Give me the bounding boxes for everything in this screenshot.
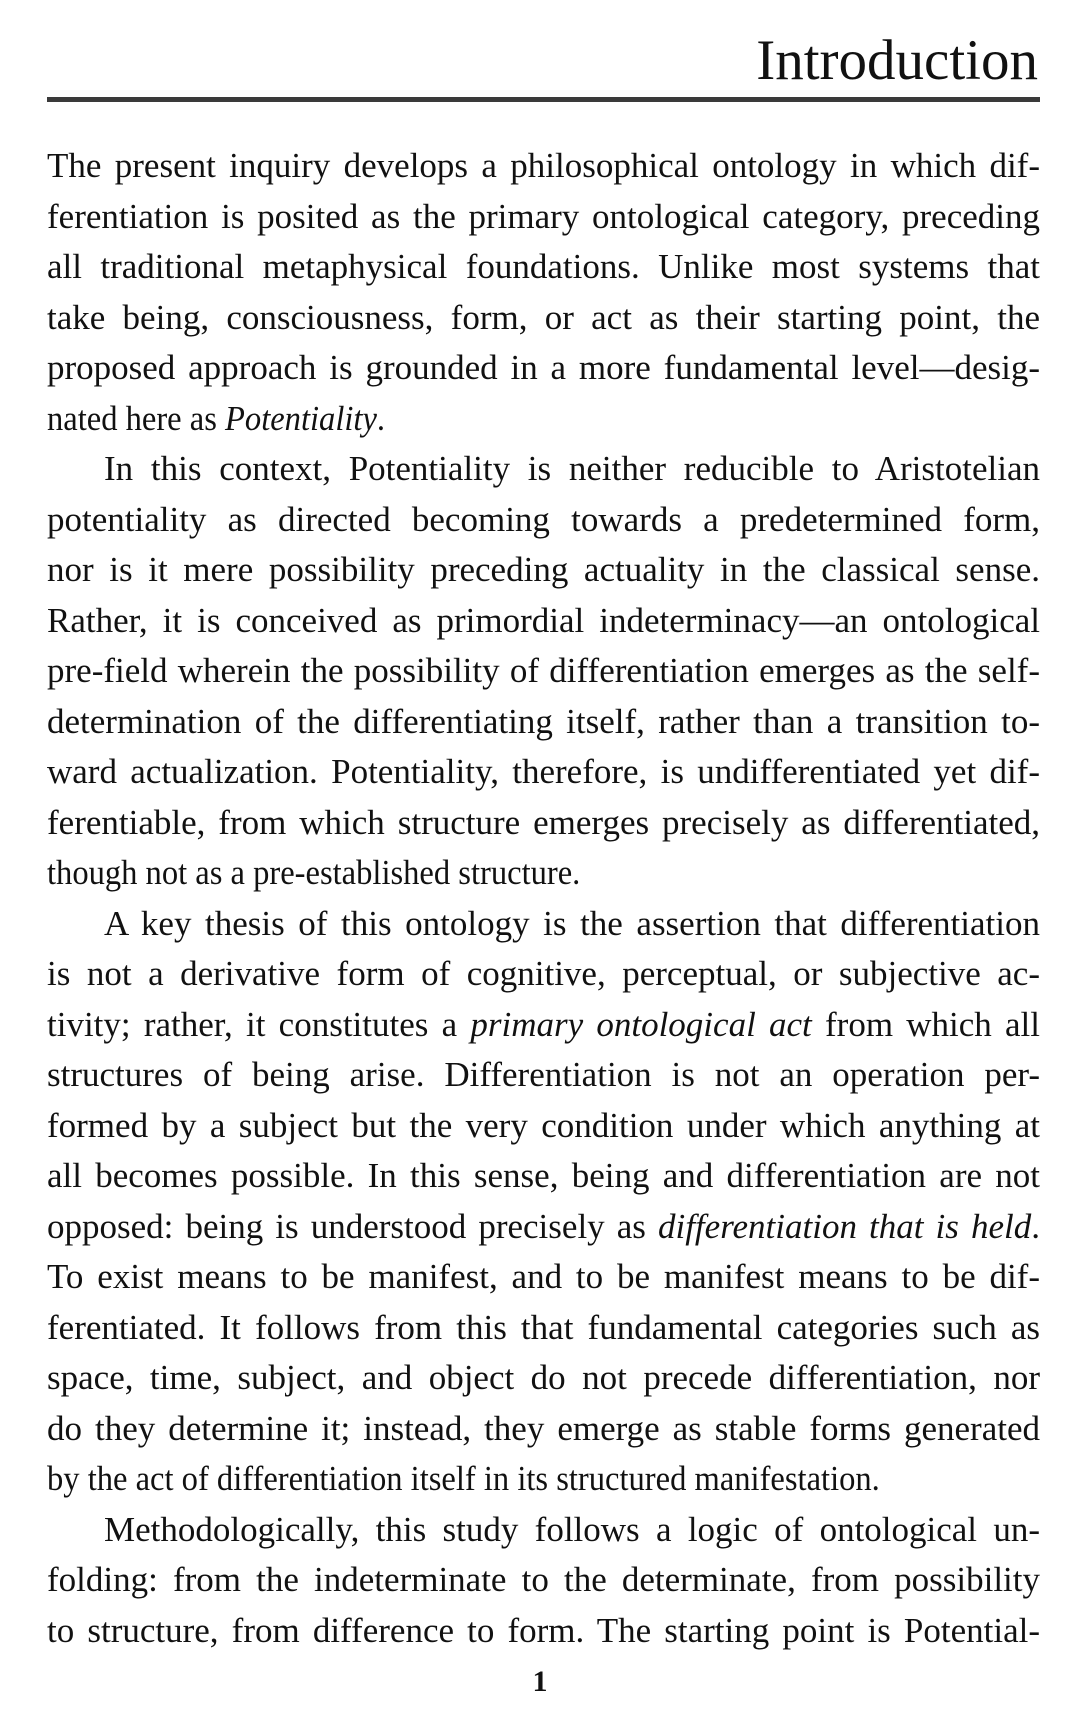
text-run: folding: from the indeterminate to the determinate, from possibility xyxy=(47,1560,1040,1599)
text-line xyxy=(47,1101,1040,1152)
text-line xyxy=(47,141,1040,192)
text-run: from which all xyxy=(811,1004,1040,1044)
text-run: ferentiable, from which structure emerges precisely as differentiated, xyxy=(47,802,1040,842)
paragraph xyxy=(47,899,1040,1505)
text-run: structures of being arise. Differentiation is not an operation per- xyxy=(47,1055,1040,1094)
text-line-content xyxy=(47,1000,1040,1051)
italic-emphasis: Potentiality xyxy=(225,398,377,438)
text-run: tivity; rather, it constitutes a xyxy=(47,1004,471,1044)
text-run: potentiality as directed becoming towards a predetermined form, xyxy=(47,499,1040,539)
text-line-content xyxy=(47,848,580,899)
text-line xyxy=(47,1000,1040,1051)
text-line-content xyxy=(47,646,1040,697)
text-run: Rather, it is conceived as primordial indeterminacy—an ontological xyxy=(47,600,1040,640)
text-run: all traditional metaphysical foundations. Unlike most systems that xyxy=(47,247,1040,286)
text-run: all becomes possible. In this sense, being and differentiation are not xyxy=(47,1156,1040,1195)
text-line-content xyxy=(47,192,1040,243)
text-run: In this context, Potentiality is neither reducible to Aristotelian xyxy=(104,449,1040,488)
text-line-content xyxy=(47,1303,1040,1354)
text-line xyxy=(47,242,1040,293)
text-run: ferentiated. It follows from this that fundamental categories such as xyxy=(47,1307,1040,1347)
text-line-content xyxy=(104,1505,1040,1556)
paragraph xyxy=(47,141,1040,444)
text-run: take being, consciousness, form, or act as their starting point, the xyxy=(47,297,1040,337)
text-line xyxy=(47,495,1040,546)
text-line xyxy=(47,1505,1040,1556)
text-line-content xyxy=(47,1606,1040,1657)
text-run: space, time, subject, and object do not precede differentiation, nor xyxy=(47,1358,1040,1397)
text-run: opposed: being is understood precisely as xyxy=(47,1206,658,1246)
header-rule xyxy=(47,97,1040,102)
text-line xyxy=(47,747,1040,798)
text-run: is not a derivative form of cognitive, perceptual, or subjective ac- xyxy=(47,954,1040,993)
text-line xyxy=(47,1151,1040,1202)
text-run: proposed approach is grounded in a more fundamental level—desig- xyxy=(47,348,1040,387)
text-line xyxy=(47,596,1040,647)
text-line-content xyxy=(47,242,1040,293)
text-line-content xyxy=(104,899,1040,950)
text-run: A key thesis of this ontology is the assertion that differentiation xyxy=(104,903,1040,943)
text-line xyxy=(47,1202,1040,1253)
text-line xyxy=(47,798,1040,849)
text-run: pre-field wherein the possibility of differentiation emerges as the self- xyxy=(47,651,1040,690)
text-line-content xyxy=(47,394,385,445)
text-line xyxy=(47,1454,1040,1505)
paragraph xyxy=(47,444,1040,899)
text-line xyxy=(47,444,1040,495)
text-line-content xyxy=(47,1101,1040,1152)
text-line xyxy=(47,293,1040,344)
text-run: Methodologically, this study follows a logic of ontological un- xyxy=(104,1509,1040,1549)
text-run: to structure, from difference to form. The starting point is Potential- xyxy=(47,1610,1040,1650)
text-line-content xyxy=(47,495,1040,546)
text-line xyxy=(47,1050,1040,1101)
text-line xyxy=(47,1353,1040,1404)
text-line-content xyxy=(47,141,1040,192)
text-line xyxy=(47,1606,1040,1657)
text-line xyxy=(47,1303,1040,1354)
text-run: nated here as xyxy=(47,398,226,438)
text-line-content xyxy=(47,343,1040,394)
text-run: nor is it mere possibility preceding actuality in the classical sense. xyxy=(47,550,1040,589)
text-line xyxy=(47,1404,1040,1455)
text-run: by the act of differentiation itself in its structured manifestation. xyxy=(47,1459,880,1498)
text-run: ferentiation is posited as the primary ontological category, preceding xyxy=(47,196,1040,236)
italic-emphasis: differentiation that is held xyxy=(657,1206,1032,1246)
text-line-content xyxy=(47,1454,880,1505)
text-line xyxy=(47,545,1040,596)
text-line-content xyxy=(47,1353,1040,1404)
text-line xyxy=(47,646,1040,697)
text-line xyxy=(47,394,1040,445)
body-text xyxy=(47,141,1040,1656)
text-run: The present inquiry develops a philosophical ontology in which dif- xyxy=(47,146,1040,185)
text-run: . xyxy=(1031,1206,1040,1246)
text-line-content xyxy=(47,596,1040,647)
text-line-content xyxy=(47,747,1040,798)
text-line-content xyxy=(104,444,1040,495)
text-line xyxy=(47,1555,1040,1606)
text-run: ward actualization. Potentiality, therefore, is undifferentiated yet dif- xyxy=(47,752,1040,791)
text-line-content xyxy=(47,1151,1040,1202)
text-line-content xyxy=(47,1555,1040,1606)
italic-emphasis: primary ontological act xyxy=(470,1004,812,1044)
text-run: formed by a subject but the very condition under which anything at xyxy=(47,1105,1040,1145)
text-run: though not as a pre-established structure. xyxy=(47,853,581,892)
text-run: . xyxy=(376,398,386,438)
text-line-content xyxy=(47,1050,1040,1101)
text-line xyxy=(47,697,1040,748)
text-run: To exist means to be manifest, and to be manifest means to be dif- xyxy=(47,1257,1040,1296)
text-line-content xyxy=(47,545,1040,596)
text-line-content xyxy=(47,293,1040,344)
page-number: 1 xyxy=(532,1665,548,1698)
text-line-content xyxy=(47,798,1040,849)
text-run: do they determine it; instead, they emerge as stable forms generated xyxy=(47,1408,1040,1448)
text-line-content xyxy=(47,1404,1040,1455)
text-line xyxy=(47,192,1040,243)
text-line-content xyxy=(47,1252,1040,1303)
text-line xyxy=(47,899,1040,950)
paragraph xyxy=(47,1505,1040,1657)
text-line-content xyxy=(47,949,1040,1000)
text-line-content xyxy=(47,697,1040,748)
text-run: determination of the differentiating itself, rather than a transition to- xyxy=(47,701,1040,741)
running-head-title: Introduction xyxy=(756,29,1038,92)
text-line xyxy=(47,343,1040,394)
text-line-content xyxy=(47,1202,1040,1253)
text-line xyxy=(47,1252,1040,1303)
text-line xyxy=(47,848,1040,899)
text-line xyxy=(47,949,1040,1000)
